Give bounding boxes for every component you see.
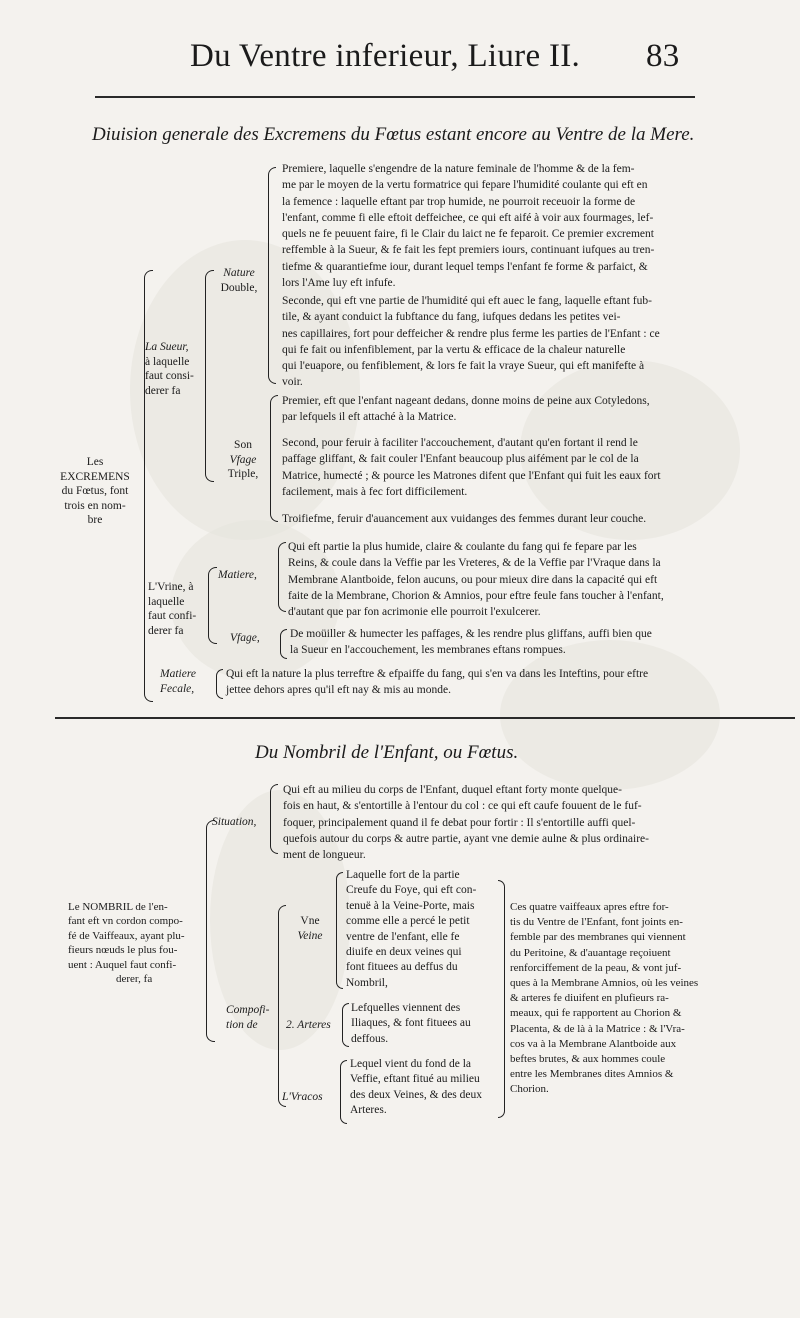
label-usage-triple: Son Vfage Triple, [227,439,259,480]
brace-composition [278,905,286,1107]
brace-fecale [216,669,223,699]
text-arteres: Lefquelles viennent des Iliaques, & font fituees au deffous. [351,1002,471,1045]
text-side-note-vaisseaux: Ces quatre vaiffeaux apres eftre for- tis du Ventre de l'Enfant, font joints en- femble par des membranes qui viennent du Peritoine, & d'auantage reçoiuent renforciffement de la peau, & vont juf- ques à la Membrane Amnios, où les veines & arteres fe diuifent en plufieurs ra- meaux, qui fe rapportent au Chorion & Placenta, & de là à la Matrice : & l'Vra- cos va à la Membrane Alantboide aux beftes brutes, & aux hommes coule entre les Membranes dites Amnios & Chorion. [510,901,699,1096]
text-usage-troisiesme: Troifiefme, feruir d'auancement aux vuidanges des femmes durant leur couche. [282,513,647,525]
running-header-title: Du Ventre inferieur, Liure II. [190,38,581,74]
label-matiere: Matiere, [218,569,257,581]
brace-vsage [280,629,287,659]
text-usage-premier: Premier, eft que l'enfant nageant dedans, donne moins de peine aux Cotyledons, par lefquels il eft attaché à la Matrice. [282,395,650,424]
label-sueur: La Sueur, à laquelle faut consi- derer fa [145,341,194,397]
text-veine: Laquelle fort de la partie Creufe du Foye, qui eft con- tenuë à la Veine-Porte, mais comme elle a percé le petit ventre de l'enfant, elle fe diuife en deux veines qui font fituees au deffus du Nombril, [346,869,477,989]
brace-nombril [206,820,215,1042]
label-composition: Compofi- tion de [226,1004,270,1031]
root-label-nombril: Le NOMBRIL de l'en- fant eft vn cordon compo- fé de Vaiffeaux, ayant plu- fieurs nœuds le plus fou- uent : Auquel faut confi- derer, fa [68,901,185,986]
label-vne-veine: Vne Veine [297,915,323,942]
text-vsage: De moüiller & humecter les paffages, & les rendre plus gliffans, auffi bien que la Sueur en l'accouchement, les membranes eftans rompues. [290,628,652,657]
brace-sueur [205,270,214,482]
section-title: Diuision generale des Excremens du Fœtus estant encore au Ventre de la Mere. [92,124,695,145]
text-premiere: Premiere, laquelle s'engendre de la nature feminale de l'homme & de la fem- me par le moyen de la vertu formatrice qui fepare l'humidité coulante qui eft en la femence : laquelle eftant par trop humide, ne pourroit receuoir la forme de l'enfant, comme fi elle eftoit deffeichee, ce qui eft aifé à voir aux fourmages, lef- quels ne fe peuuent faire, fi le Clair du laict ne fe feparoit. Ce premier excrement reffemble à la Sueur, & fe fait les fept premiers iours, continuant iufques au tren- tiefme & quarantiefme iour, durant lequel temps l'enfant fe forme & parfaict, & lors l'Ame luy eft infufe. [282,163,655,290]
brace-matiere [278,542,286,612]
page-number: 83 [646,38,680,74]
text-usage-second: Second, pour feruir à faciliter l'accouchement, d'autant qu'en fortant il rend le paffage gliffant, & fait couler l'Enfant beaucoup plus aifément par le col de la Matrice, humecté ; & pource les Matrones difent que l'Enfant qui fuit les eaux fort facilement, mais à fec fort difficilement. [282,437,661,498]
label-situation: Situation, [212,816,257,828]
text-seconde: Seconde, qui eft vne partie de l'humidité qui eft auec le fang, laquelle eftant fub- tile, & ayant conduict la fubftance du fang, iufques dedans les petites vei- nes capillaires, fort pour deffeicher & rendre plus ferme les parties de l'Enfant : ce qui fe fait ou infenfiblement, par la vertu & efficace de la chaleur naturelle qui l'euapore, ou fenfiblement, & lors fe fait la vraye Sueur, qui eft manifefte à voir. [282,295,660,389]
label-matiere-fecale: Matiere Fecale, [160,668,196,695]
section-divider [55,717,795,719]
header-rule [95,96,695,98]
brace-veine [336,872,343,989]
brace-usage [270,395,278,522]
brace-urine [208,567,217,644]
text-situation: Qui eft au milieu du corps de l'Enfant, duquel eftant forty monte quelque- fois en haut, & s'entortille à l'entour du col : ce qui eft caufe fouuent de le fuf- foquer, principalement quand il fe debat pour fortir : Il s'entortille auffi quel- quefois autour du corps & autre partie, ayant vne demie aulne & plus ordinaire- ment de longueur. [283,784,649,862]
brace-nature [268,167,276,384]
text-vracos: Lequel vient du fond de la Veffie, eftant fitué au milieu des deux Veines, & des deux Arteres. [350,1058,483,1117]
brace-vracos [340,1060,347,1124]
label-vsage: Vfage, [230,632,260,644]
brace-arteres [342,1003,349,1047]
label-urine: L'Vrine, à laquelle faut confi- derer fa [148,581,197,637]
text-fecale: Qui eft la nature la plus terreftre & efpaiffe du fang, qui s'en va dans les Inteftins, pour eftre jettee dehors apres qu'il eft nay & mis au monde. [226,668,649,697]
label-nature-double: Nature Double, [220,267,258,294]
label-vracos: L'Vracos [282,1091,323,1103]
label-deux-arteres: 2. Arteres [286,1019,331,1031]
brace-situation [270,784,278,854]
root-label-excremens: Les EXCREMENS du Fœtus, font trois en nom- bre [60,456,130,526]
section-title-nombril: Du Nombril de l'Enfant, ou Fœtus. [255,742,519,763]
text-matiere: Qui eft partie la plus humide, claire & coulante du fang qui fe fepare par les Reins, & coule dans la Veffie par les Vreteres, & de la Veffie par l'Vraque dans la Membrane Alantboide, felon aucuns, ou pour mieux dire dans la capacité qui eft faite de la Membrane, Chorion & Amnios, pour eftre feule fans toucher à l'enfant, d'autant que par fon acrimonie elle pourroit l'exulcerer. [288,541,664,619]
closing-brace-vaisseaux [498,880,505,1118]
show-through-shadow [500,640,720,790]
